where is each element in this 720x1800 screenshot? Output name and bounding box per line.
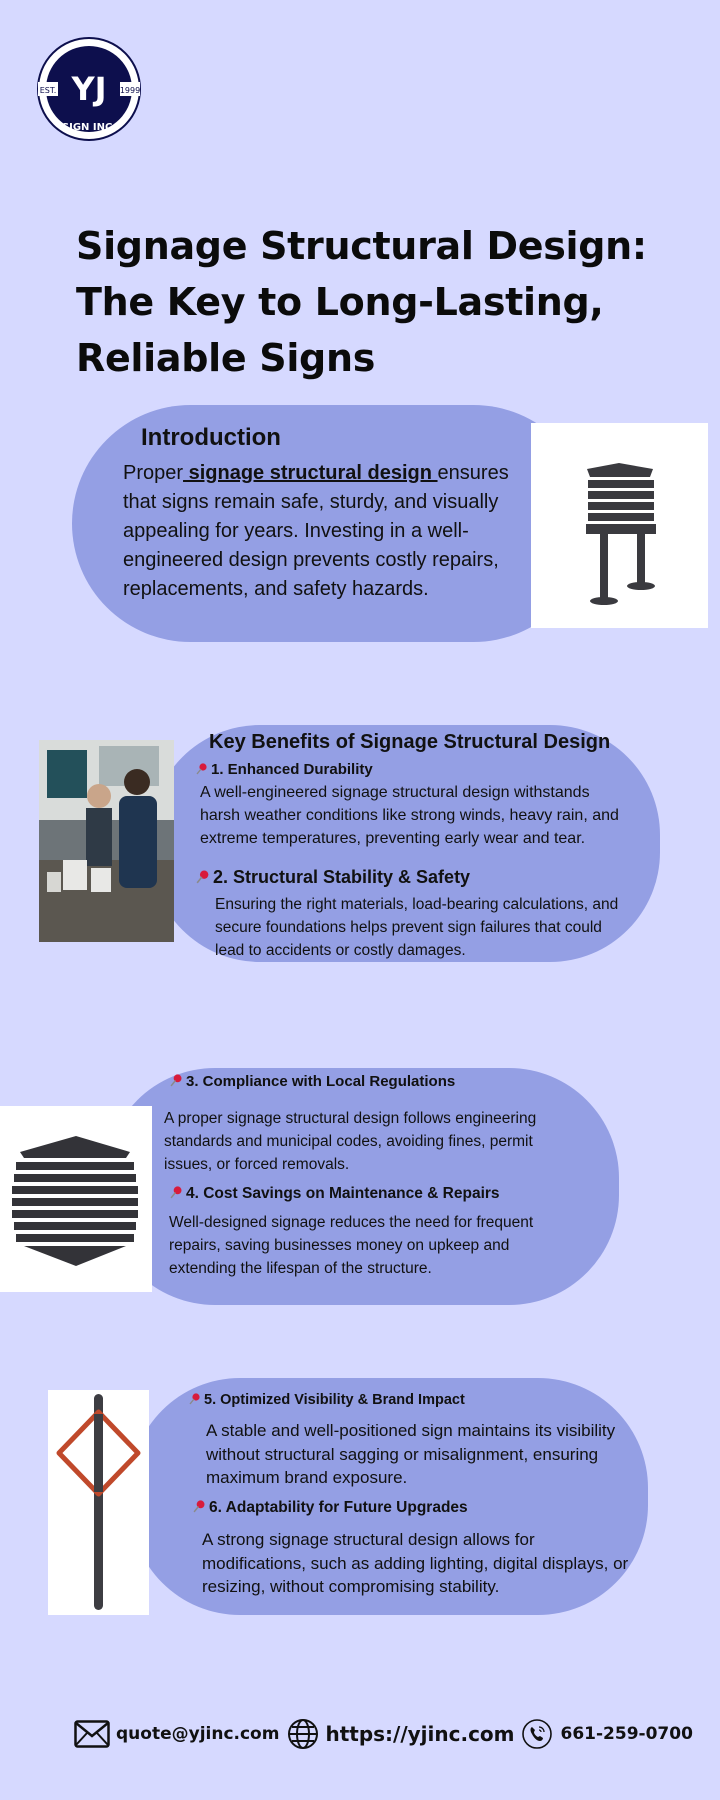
benefit-text: Ensuring the right materials, load-bearing calculations, and secure foundations helps prevent sign failures that could lead to accidents or costly damages. <box>215 896 619 959</box>
email-link[interactable]: quote@yjinc.com <box>116 1724 280 1744</box>
pushpin-icon <box>193 1500 206 1518</box>
pushpin-icon <box>170 1074 183 1091</box>
benefits-heading: Key Benefits of Signage Structural Design <box>209 731 611 753</box>
pushpin-icon <box>196 868 210 889</box>
benefit-text: A proper signage structural design follows engineering standards and municipal codes, avoiding fines, permit issues, or forced removals. <box>164 1110 537 1173</box>
benefit-title: 5. Optimized Visibility & Brand Impact <box>189 1392 465 1409</box>
contact-footer <box>74 1716 693 1752</box>
benefit-title: 2. Structural Stability & Safety <box>196 867 470 889</box>
benefit-text: Well-designed signage reduces the need for frequent repairs, saving businesses money on upkeep and extending the lifespan of the structure. <box>169 1214 534 1277</box>
benefit-title: 4. Cost Savings on Maintenance & Repairs <box>170 1185 500 1204</box>
logo-est-left: EST. <box>39 86 57 95</box>
signage-structural-design-link[interactable]: signage structural design <box>183 462 438 484</box>
website-link[interactable]: https://yjinc.com <box>325 1722 515 1746</box>
benefit-title: 3. Compliance with Local Regulations <box>170 1073 455 1091</box>
logo-est-right: 1999 <box>119 86 141 95</box>
benefit-title: 6. Adaptability for Future Upgrades <box>193 1499 468 1518</box>
benefit-text: A well-engineered signage structural design withstands harsh weather conditions like strong winds, heavy rain, and extreme temperatures, preventing early wear and tear. <box>200 784 619 847</box>
pushpin-icon <box>196 762 208 779</box>
billboard-sign-icon <box>531 423 708 628</box>
email-icon <box>74 1720 110 1748</box>
footer-email[interactable] <box>74 1720 287 1748</box>
globe-icon <box>287 1718 319 1750</box>
intro-text-before: Proper <box>123 462 184 484</box>
road-sign-icon <box>48 1390 149 1615</box>
footer-phone[interactable] <box>521 1718 693 1750</box>
footer-website[interactable] <box>287 1718 520 1750</box>
logo-monogram: YJ <box>71 70 107 108</box>
page-title: Signage Structural Design: The Key to Long-Lasting, Reliable Signs <box>76 224 647 380</box>
pushpin-icon <box>170 1186 183 1204</box>
stacked-sign-icon <box>0 1106 152 1292</box>
intro-text <box>123 459 533 604</box>
engineers-working-photo <box>39 740 174 942</box>
logo-company: SIGN INC. <box>61 122 117 133</box>
benefit-text: A stable and well-positioned sign maintains its visibility without structural sagging or misalignment, ensuring maximum brand exposure. <box>206 1421 616 1487</box>
phone-number[interactable]: 661-259-0700 <box>560 1724 693 1744</box>
pushpin-icon <box>189 1393 201 1409</box>
company-logo <box>36 36 142 142</box>
phone-icon <box>521 1718 553 1750</box>
benefit-text: A strong signage structural design allows for modifications, such as adding lighting, digital displays, or resizing, without compromising stability. <box>202 1530 629 1596</box>
benefit-title: 1. Enhanced Durability <box>196 761 373 779</box>
intro-heading: Introduction <box>141 424 281 451</box>
intro-text-after: ensures that signs remain safe, sturdy, and visually appealing for years. Investing in a well-engineered design prevents costly repairs, replacements, and safety hazards. <box>123 462 509 600</box>
